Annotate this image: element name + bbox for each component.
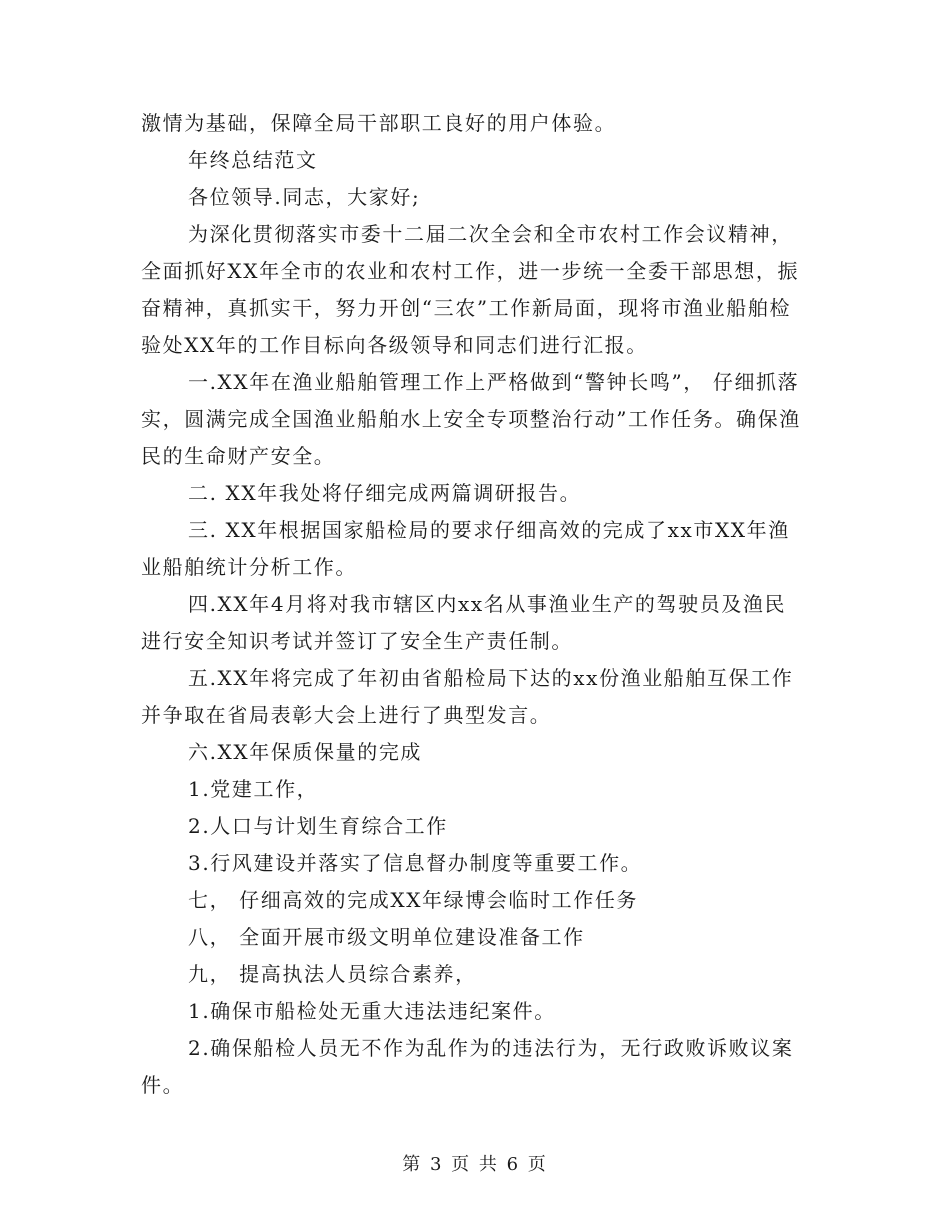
paragraph-16: 1.确保市船检处无重大违法违纪案件。 xyxy=(188,999,556,1023)
paragraph-10: 1.党建工作， xyxy=(188,777,319,801)
paragraph-8: 五.XX年将完成了年初由省船检局下达的xx份渔业船舶互保工作并争取在省局表彰大会上进行了典型发言。 xyxy=(141,666,794,727)
paragraph-11: 2.人口与计划生育综合工作 xyxy=(188,814,448,838)
page-number-footer: 第 3 页 共 6 页 xyxy=(402,1154,548,1175)
paragraph-14: 八， 全面开展市级文明单位建设准备工作 xyxy=(188,925,585,949)
paragraph-17: 2.确保船检人员无不作为乱作为的违法行为，无行政败诉败议案件。 xyxy=(141,1036,794,1097)
paragraph-12: 3.行风建设并落实了信息督办制度等重要工作。 xyxy=(188,851,643,875)
paragraph-0: 激情为基础，保障全局干部职工良好的用户体验。 xyxy=(141,111,617,135)
paragraph-3: 为深化贯彻落实市委十二届二次全会和全市农村工作会议精神，全面抓好XX年全市的农业和农村工作，进一步统一全委干部思想，振奋精神，真抓实干，努力开创“三农”工作新局面，现将市渔业船舶检验处XX年的工作目标向各级领导和同志们进行汇报。 xyxy=(141,222,800,357)
paragraph-9: 六.XX年保质保量的完成 xyxy=(188,740,423,764)
paragraph-4: 一.XX年在渔业船舶管理工作上严格做到“警钟长鸣”， 仔细抓落实，圆满完成全国渔业船舶水上安全专项整治行动”工作任务。确保渔民的生命财产安全。 xyxy=(141,370,801,468)
paragraph-7: 四.XX年4月将对我市辖区内xx名从事渔业生产的驾驶员及渔民进行安全知识考试并签订了安全生产责任制。 xyxy=(141,592,787,653)
paragraph-13: 七， 仔细高效的完成XX年绿博会临时工作任务 xyxy=(188,888,639,912)
paragraph-1: 年终总结范文 xyxy=(188,148,318,172)
document-body xyxy=(141,105,806,1104)
paragraph-6: 三. XX年根据国家船检局的要求仔细高效的完成了xx市XX年渔业船舶统计分析工作。 xyxy=(141,518,790,579)
paragraph-5: 二. XX年我处将仔细完成两篇调研报告。 xyxy=(188,481,582,505)
paragraph-15: 九， 提高执法人员综合素养， xyxy=(188,962,477,986)
paragraph-2: 各位领导.同志，大家好; xyxy=(188,185,421,209)
